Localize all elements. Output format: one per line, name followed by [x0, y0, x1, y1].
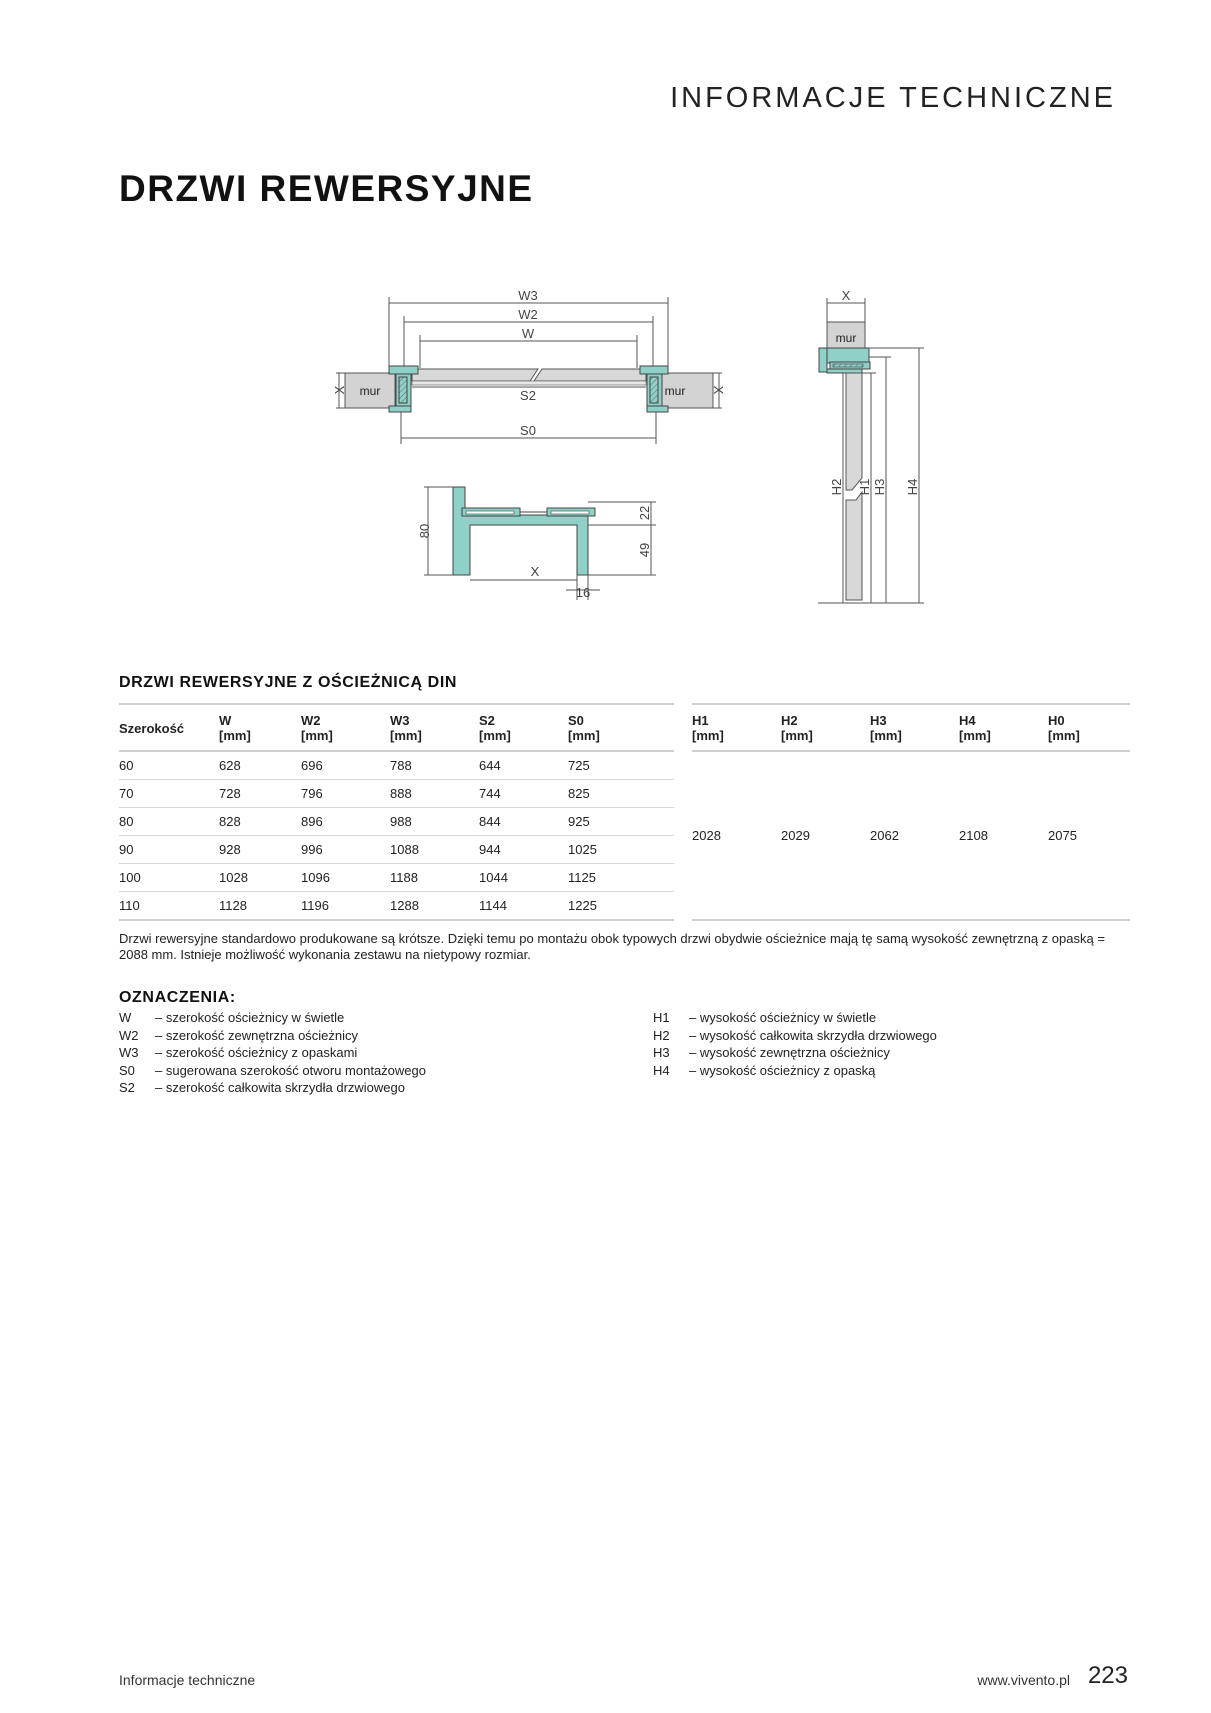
dim-label-h3: H3: [872, 478, 887, 496]
dim-label-s2: S2: [520, 388, 536, 403]
door-leaf-left: [412, 369, 538, 381]
cell: 728: [219, 780, 301, 808]
cell-h3: 2062: [870, 751, 959, 920]
cell: 1188: [390, 864, 479, 892]
dim-label-w2: W2: [518, 307, 538, 322]
table-row: [119, 751, 1130, 780]
dim-label-22: 22: [637, 505, 652, 521]
cell: 744: [479, 780, 568, 808]
cell: 696: [301, 751, 390, 780]
cell: 90: [119, 836, 219, 864]
section-label: INFORMACJE TECHNICZNE: [670, 82, 1116, 114]
cell: 944: [479, 836, 568, 864]
cell: 796: [301, 780, 390, 808]
dim-label-x-section: X: [530, 564, 540, 579]
cell: 928: [219, 836, 301, 864]
cell: 1088: [390, 836, 479, 864]
cell: 628: [219, 751, 301, 780]
legend-left: [119, 1009, 426, 1097]
cell: 80: [119, 808, 219, 836]
page-number: 223: [1087, 1662, 1128, 1689]
legend-item: S2 – szerokość całkowita skrzydła drzwiowego: [119, 1080, 405, 1095]
wall-label-left: mur: [359, 384, 381, 398]
cell: 1225: [568, 892, 674, 921]
cell: 725: [568, 751, 674, 780]
table-header-row: [119, 704, 1130, 751]
frame-section-view: [424, 487, 656, 600]
cell: 1028: [219, 864, 301, 892]
cell-h4: 2108: [959, 751, 1048, 920]
cell: 1044: [479, 864, 568, 892]
dim-label-w3: W3: [518, 288, 538, 303]
legend-item: H4 – wysokość ościeżnicy z opaską: [653, 1062, 876, 1078]
page-title: DRZWI REWERSYJNE: [119, 168, 534, 209]
cell: 925: [568, 808, 674, 836]
col-header-w: W [mm]: [219, 704, 301, 751]
col-header-s2: S2 [mm]: [479, 704, 568, 751]
cell: 1288: [390, 892, 479, 921]
vertical-section-view: [818, 298, 924, 603]
cell: 825: [568, 780, 674, 808]
legend-item: W2 – szerokość zewnętrzna ościeżnicy: [119, 1027, 359, 1043]
cell: 896: [301, 808, 390, 836]
legend-item: W – szerokość ościeżnicy w świetle: [119, 1010, 345, 1025]
col-header-width: Szerokość: [119, 704, 219, 751]
col-header-h0: H0 [mm]: [1048, 704, 1130, 751]
dim-label-h1: H1: [857, 478, 872, 496]
col-header-w2: W2 [mm]: [301, 704, 390, 751]
table-title: DRZWI REWERSYJNE Z OŚCIEŻNICĄ DIN: [119, 674, 458, 691]
cell: 644: [479, 751, 568, 780]
dim-label-x-right: X: [711, 385, 726, 395]
cell: 1128: [219, 892, 301, 921]
wall-label-right: mur: [664, 384, 686, 398]
col-header-h3: H3 [mm]: [870, 704, 959, 751]
legend-item: S0 – sugerowana szerokość otworu montażowego: [119, 1062, 426, 1078]
cell-h1: 2028: [692, 751, 781, 920]
cell-h0: 2075: [1048, 751, 1130, 920]
spec-table: [119, 703, 1130, 921]
legend-item: W3 – szerokość ościeżnicy z opaskami: [119, 1045, 358, 1060]
dim-label-x-left: X: [332, 385, 347, 395]
dim-label-h2: H2: [829, 478, 844, 496]
cell: 988: [390, 808, 479, 836]
wall-label-vertical: mur: [835, 331, 857, 345]
cell: 1025: [568, 836, 674, 864]
cell: 1196: [301, 892, 390, 921]
cell: 828: [219, 808, 301, 836]
col-header-w3: W3 [mm]: [390, 704, 479, 751]
dim-label-x-vertical: X: [841, 288, 851, 303]
legend-item: H1 – wysokość ościeżnicy w świetle: [653, 1010, 877, 1025]
cell: 844: [479, 808, 568, 836]
cell-h2: 2029: [781, 751, 870, 920]
cell: 1125: [568, 864, 674, 892]
cell: 110: [119, 892, 219, 921]
footer-url[interactable]: www.vivento.pl: [977, 1672, 1070, 1688]
cell: 70: [119, 780, 219, 808]
cell: 1144: [479, 892, 568, 921]
col-header-h2: H2 [mm]: [781, 704, 870, 751]
door-leaf-right: [534, 369, 646, 381]
legend-item: H3 – wysokość zewnętrzna ościeżnicy: [653, 1045, 890, 1060]
col-header-h1: H1 [mm]: [692, 704, 781, 751]
dim-label-16: 16: [575, 585, 591, 600]
cell: 788: [390, 751, 479, 780]
col-header-h4: H4 [mm]: [959, 704, 1048, 751]
cell: 888: [390, 780, 479, 808]
dim-label-49: 49: [637, 542, 652, 558]
legend-title: OZNACZENIA:: [119, 989, 236, 1006]
cell: 60: [119, 751, 219, 780]
legend-item: H2 – wysokość całkowita skrzydła drzwiowego: [653, 1027, 937, 1043]
footer-section: Informacje techniczne: [119, 1672, 256, 1688]
dim-label-s0: S0: [520, 423, 536, 438]
dim-label-w: W: [521, 326, 535, 341]
technical-drawing: [0, 0, 1211, 640]
note-paragraph: Drzwi rewersyjne standardowo produkowane są krótsze. Dzięki temu po montażu obok typowych drzwi obydwie ościeżnice mają tę samą wysokość zewnętrzną z opaską = 2088 mm. Istnieje możliwość wykonania zestawu na nietypowy rozmiar.: [119, 931, 1105, 962]
cell: 100: [119, 864, 219, 892]
cell: 1096: [301, 864, 390, 892]
col-header-s0: S0 [mm]: [568, 704, 674, 751]
dim-label-h4: H4: [905, 478, 920, 496]
legend-right: [653, 1009, 937, 1079]
cell: 996: [301, 836, 390, 864]
dim-label-80: 80: [417, 523, 432, 539]
